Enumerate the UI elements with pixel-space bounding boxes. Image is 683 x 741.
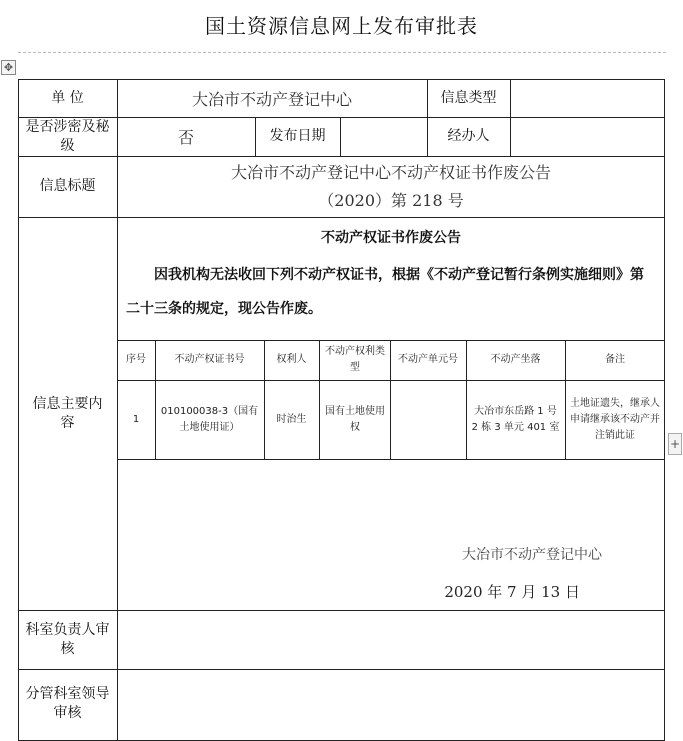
unit-label: 单 位 [51, 89, 84, 106]
handler-label: 经办人 [447, 128, 490, 144]
dept-review-value[interactable] [117, 610, 665, 669]
leader-review-value[interactable] [117, 669, 665, 739]
notice-body: 因我机构无法收回下列不动产权证书，根据《不动产登记暂行条例实施细则》第二十三条的规定，现公告作废。 [126, 267, 644, 317]
unit-value[interactable]: 大冶市不动产登记中心 [191, 89, 352, 109]
leader-review-label: 分管科室领导审核 [25, 686, 110, 721]
add-row-icon[interactable]: + [668, 433, 682, 455]
info-title-line2: （2020）第 218 号 [318, 190, 464, 210]
notice-table-header: 不动产单元号 [398, 354, 458, 365]
notice-table-cell: 国有土地使用权 [325, 405, 385, 433]
content-label: 信息主要内容 [32, 395, 103, 431]
page-divider [18, 52, 666, 53]
inner-table-border [117, 459, 665, 460]
notice-table-cell: 1 [132, 413, 140, 425]
notice-table-header: 序号 [126, 354, 146, 365]
inner-column-divider [319, 340, 320, 459]
notice-table-header: 不动产权利类型 [325, 346, 385, 373]
notice-table-cell [390, 380, 466, 459]
page-title: 国土资源信息网上发布审批表 [205, 14, 478, 38]
signature-date: 2020 年 7 月 13 日 [444, 583, 580, 601]
info-title-value[interactable] [117, 156, 665, 217]
info-title-line1: 大冶市不动产登记中心不动产权证书作废公告 [230, 162, 551, 182]
publish-date-value[interactable] [340, 117, 427, 156]
info-type-value[interactable] [510, 79, 665, 117]
dept-review-label: 科室负责人审核 [25, 621, 110, 657]
handler-value[interactable] [510, 117, 665, 156]
notice-table-cell: 土地证遗失，继承人申请继承该不动产并注销此证 [570, 397, 660, 441]
notice-table-cell: 010100038-3（国有土地使用证） [160, 405, 259, 433]
table-move-handle-icon[interactable]: ✥ [1, 60, 16, 75]
signature-organization: 大冶市不动产登记中心 [462, 547, 602, 563]
notice-table-header: 备注 [605, 354, 625, 365]
info-type-label: 信息类型 [440, 89, 497, 106]
confidential-label: 是否涉密及秘级 [25, 118, 110, 154]
notice-title: 不动产权证书作废公告 [321, 230, 461, 246]
notice-table-header: 权利人 [276, 354, 307, 365]
info-title-label: 信息标题 [39, 178, 96, 194]
notice-table-header: 不动产坐落 [490, 354, 541, 365]
notice-table-cell: 时治生 [276, 413, 307, 425]
notice-table-cell: 大冶市东岳路 1 号 2 栋 3 单元 401 室 [471, 405, 560, 433]
confidential-value[interactable]: 否 [177, 128, 194, 147]
row-divider [18, 217, 665, 218]
notice-table-header: 不动产权证书号 [174, 354, 245, 365]
publish-date-label: 发布日期 [269, 128, 326, 144]
